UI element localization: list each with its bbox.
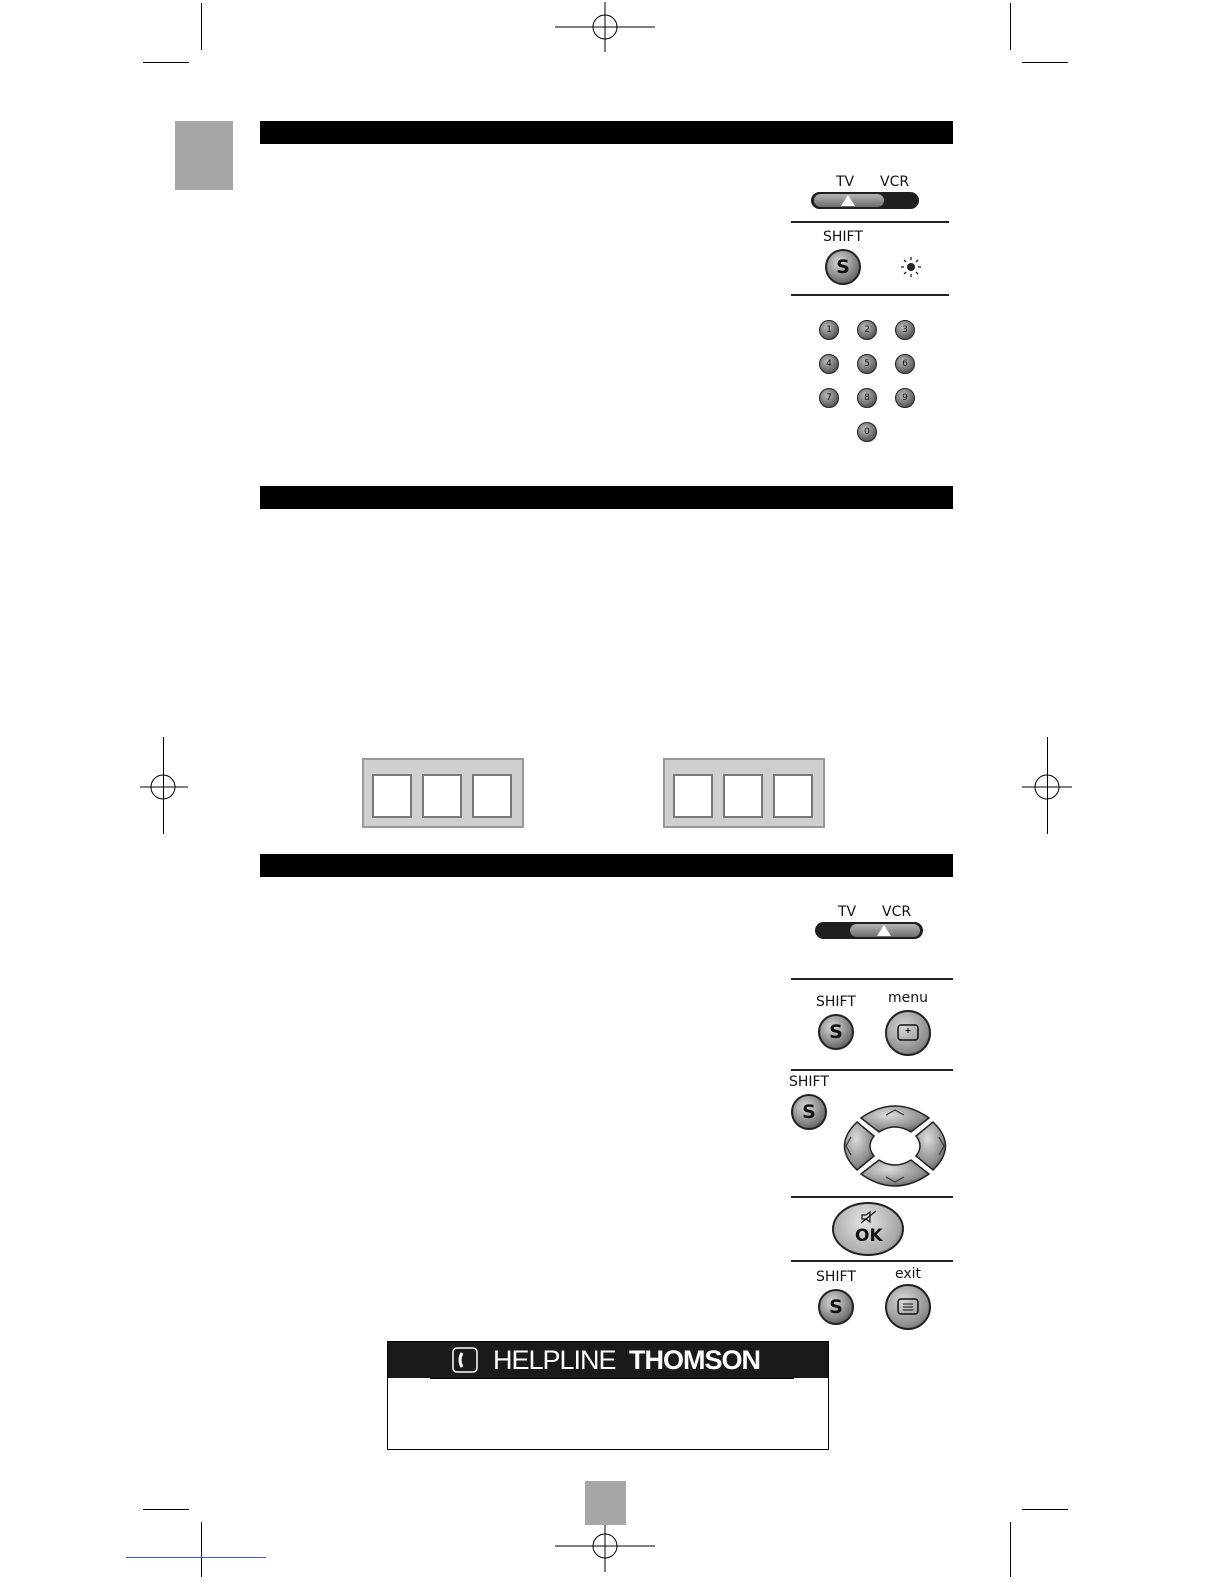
menu-icon <box>897 1024 919 1042</box>
shift-button[interactable]: S <box>818 1014 854 1050</box>
code-cell <box>773 774 813 818</box>
registration-mark-right <box>1022 765 1072 809</box>
helpline-brand: THOMSON <box>629 1345 760 1375</box>
crop-mark <box>1010 3 1011 50</box>
registration-mark-bottom <box>555 1522 655 1572</box>
navigation-pad <box>836 1100 954 1192</box>
page-number-tab <box>585 1481 626 1525</box>
registration-mark-left <box>140 765 188 809</box>
crop-mark <box>1022 62 1068 63</box>
mute-icon <box>859 1210 879 1224</box>
divider <box>791 1196 953 1198</box>
key-4[interactable]: 4 <box>819 354 839 374</box>
shift-label: SHIFT <box>816 1269 856 1285</box>
divider <box>791 1069 953 1071</box>
divider <box>791 1260 953 1262</box>
key-7[interactable]: 7 <box>819 388 839 408</box>
slider-vcr-label: VCR <box>882 904 912 920</box>
section-header-bar <box>260 854 953 877</box>
triangle-up-icon <box>877 925 891 936</box>
exit-label: exit <box>895 1266 922 1282</box>
code-box <box>663 758 825 828</box>
triangle-up-icon <box>841 195 855 206</box>
divider <box>791 294 949 296</box>
section-header-bar <box>260 121 953 144</box>
shift-button[interactable]: S <box>818 1289 854 1325</box>
menu-label: menu <box>888 990 928 1006</box>
code-cell <box>673 774 713 818</box>
code-cell <box>472 774 512 818</box>
key-3[interactable]: 3 <box>895 320 915 340</box>
code-box <box>362 758 524 828</box>
crop-mark <box>143 1509 189 1510</box>
code-cell <box>723 774 763 818</box>
shift-button[interactable]: S <box>825 249 861 285</box>
key-1[interactable]: 1 <box>819 320 839 340</box>
helpline-underline <box>430 1378 794 1379</box>
key-9[interactable]: 9 <box>895 388 915 408</box>
slider-track <box>811 192 919 209</box>
helpline-prefix: HELPLINE <box>493 1345 616 1375</box>
crop-mark <box>201 1522 202 1577</box>
ok-button[interactable] <box>832 1202 904 1256</box>
slider-tv-label: TV <box>836 174 855 190</box>
crop-mark <box>143 62 189 63</box>
crop-mark <box>201 3 202 50</box>
shift-label: SHIFT <box>823 229 863 245</box>
crop-mark <box>1022 1509 1068 1510</box>
ok-label: OK <box>855 1226 883 1246</box>
key-8[interactable]: 8 <box>857 388 877 408</box>
key-6[interactable]: 6 <box>895 354 915 374</box>
slider-track <box>815 922 923 939</box>
shift-button[interactable]: S <box>791 1094 827 1130</box>
code-cell <box>372 774 412 818</box>
slider-vcr-label: VCR <box>880 174 910 190</box>
helpline-box <box>387 1341 829 1450</box>
key-2[interactable]: 2 <box>857 320 877 340</box>
code-cell <box>422 774 462 818</box>
divider <box>791 221 949 223</box>
footer-rule <box>126 1557 266 1558</box>
shift-label: SHIFT <box>816 994 856 1010</box>
language-tab <box>175 121 233 190</box>
key-5[interactable]: 5 <box>857 354 877 374</box>
key-0[interactable]: 0 <box>857 422 877 442</box>
teletext-icon <box>897 1298 919 1316</box>
crop-mark <box>1010 1522 1011 1577</box>
helpline-header <box>388 1342 828 1378</box>
registration-mark-top <box>555 2 655 52</box>
divider <box>791 978 953 980</box>
sun-icon <box>900 256 922 278</box>
menu-button[interactable] <box>885 1010 931 1056</box>
phone-icon <box>452 1347 478 1373</box>
shift-label: SHIFT <box>789 1074 829 1090</box>
section-header-bar <box>260 486 953 509</box>
exit-button[interactable] <box>885 1284 931 1330</box>
slider-tv-label: TV <box>838 904 857 920</box>
